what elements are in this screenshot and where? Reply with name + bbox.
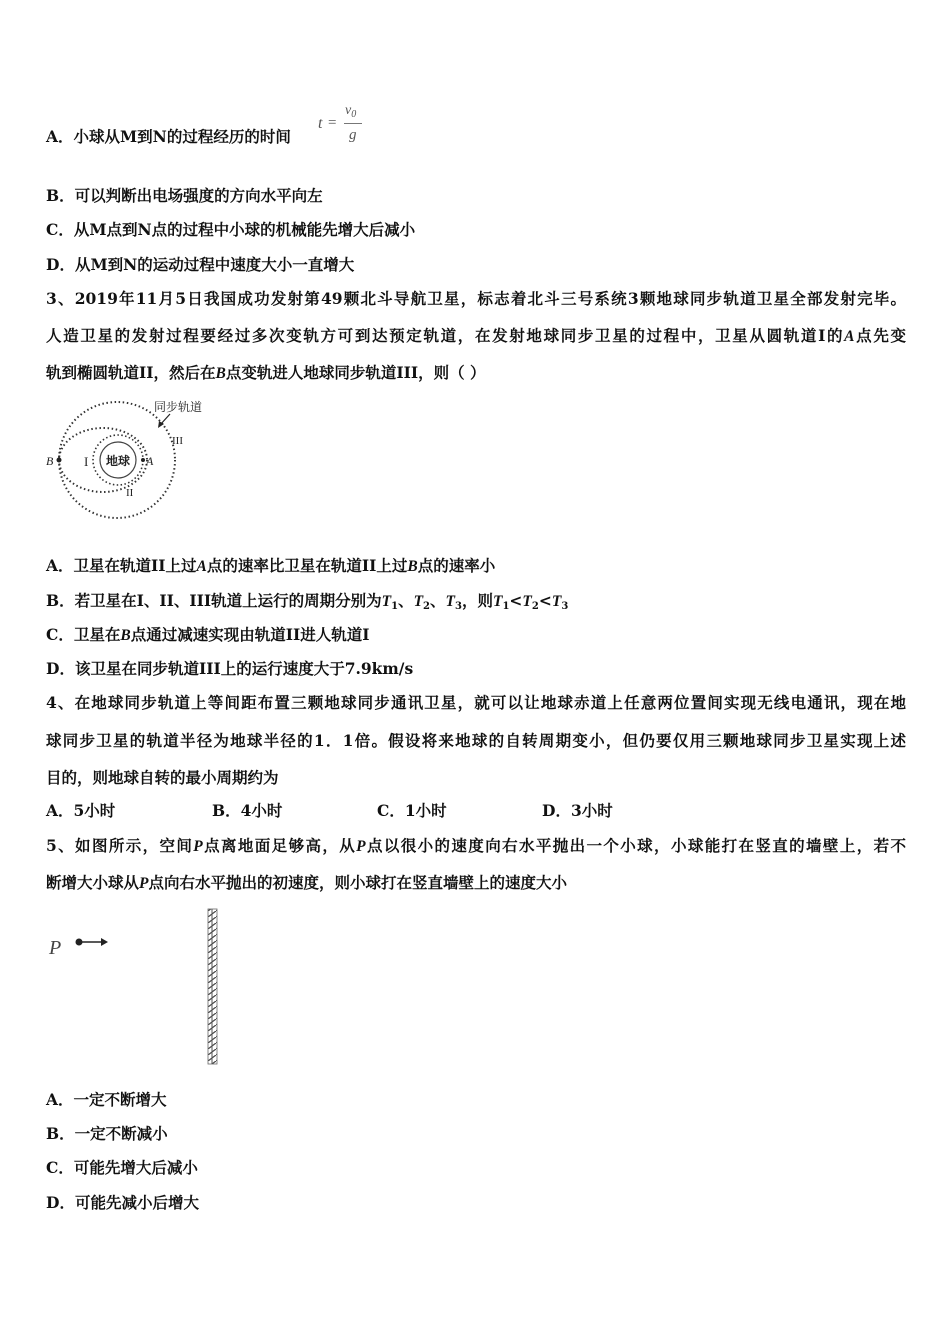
- orbit-iii-label: III: [172, 435, 183, 447]
- q3-stem-line3: 轨到椭圆轨道II，然后在B点变轨进人地球同步轨道III，则（ ）: [46, 363, 486, 382]
- q5-option-d: D．可能先减小后增大: [46, 1193, 199, 1212]
- orbit-ii-label: II: [126, 487, 134, 499]
- point-b-dot: [57, 458, 62, 463]
- q4-stem-line3: 目的，则地球自转的最小周期约为: [46, 768, 279, 787]
- earth-label: 地球: [105, 454, 131, 468]
- point-b-label: B: [46, 454, 54, 468]
- q3-option-d: D．该卫星在同步轨道III上的运行速度大于7.9km/s: [46, 659, 414, 678]
- q2-formula: [318, 103, 368, 153]
- q5-option-a: A．一定不断增大: [46, 1090, 167, 1109]
- q4-option-a: A．5小时: [46, 801, 116, 820]
- velocity-arrowhead: [101, 938, 108, 946]
- fraction-bar: [344, 123, 362, 124]
- q5-stem-line2: 断增大小球从P点向右水平抛出的初速度，则小球打在竖直墙壁上的速度大小: [46, 873, 567, 892]
- q2-option-b: B．可以判断出电场强度的方向水平向左: [46, 186, 323, 205]
- q5-stem-line1: 5、如图所示，空间P点离地面足够高，从P点以很小的速度向右水平抛出一个小球，小球能打在竖直的墙壁上，若不: [46, 836, 906, 855]
- q5-option-c: C．可能先增大后减小: [46, 1158, 198, 1177]
- q3-stem-line2: 人造卫星的发射过程要经过多次变轨方可到达预定轨道，在发射地球同步卫星的过程中，卫星从圆轨道I的A点先变: [46, 326, 906, 345]
- orbit-i-label: I: [84, 454, 89, 469]
- q5-option-b: B．一定不断减小: [46, 1124, 168, 1143]
- formula-numerator: $v_0$: [345, 103, 357, 120]
- point-p-label: P: [49, 937, 62, 959]
- q2-option-d: D．从M到N的运动过程中速度大小一直增大: [46, 255, 355, 274]
- q4-option-d: D．3小时: [542, 801, 613, 820]
- q4-option-b: B．4小时: [212, 801, 283, 820]
- orbit-diagram: [40, 392, 230, 527]
- formula-denominator: g: [349, 127, 357, 143]
- q4-stem-line2: 球同步卫星的轨道半径为地球半径的1．1倍。假设将来地球的自转周期变小，但仍要仅用三颗地球同步卫星实现上述: [46, 731, 906, 750]
- q3-option-a: A．卫星在轨道II上过A点的速率比卫星在轨道II上过B点的速率小: [46, 556, 496, 575]
- sync-orbit-label: 同步轨道: [154, 400, 203, 414]
- q3-option-b: B．若卫星在I、II、III轨道上运行的周期分别为$T_1$、$T_2$、$T_3$，则$T_1<T_2<T_3$: [46, 591, 569, 612]
- q2-option-c: C．从M点到N点的过程中小球的机械能先增大后减小: [46, 220, 416, 239]
- q3-stem-line1: 3、2019年11月5日我国成功发射第49颗北斗导航卫星，标志着北斗三号系统3颗地球同步轨道卫星全部发射完毕。: [46, 289, 906, 308]
- formula-lhs: t: [318, 115, 323, 132]
- q3-option-c: C．卫星在B点通过减速实现由轨道II进人轨道I: [46, 625, 370, 644]
- point-a-label: A: [146, 454, 154, 468]
- formula-eq: =: [328, 115, 337, 131]
- q2-option-a: A．小球从M到N的过程经历的时间: [46, 127, 291, 146]
- projectile-diagram: [40, 905, 230, 1070]
- point-a-dot: [141, 458, 145, 462]
- q4-option-c: C．1小时: [377, 801, 447, 820]
- q4-stem-line1: 4、在地球同步轨道上等间距布置三颗地球同步通讯卫星，就可以让地球赤道上任意两位置间实现无线电通讯，现在地: [46, 693, 906, 712]
- ball-dot: [76, 939, 83, 946]
